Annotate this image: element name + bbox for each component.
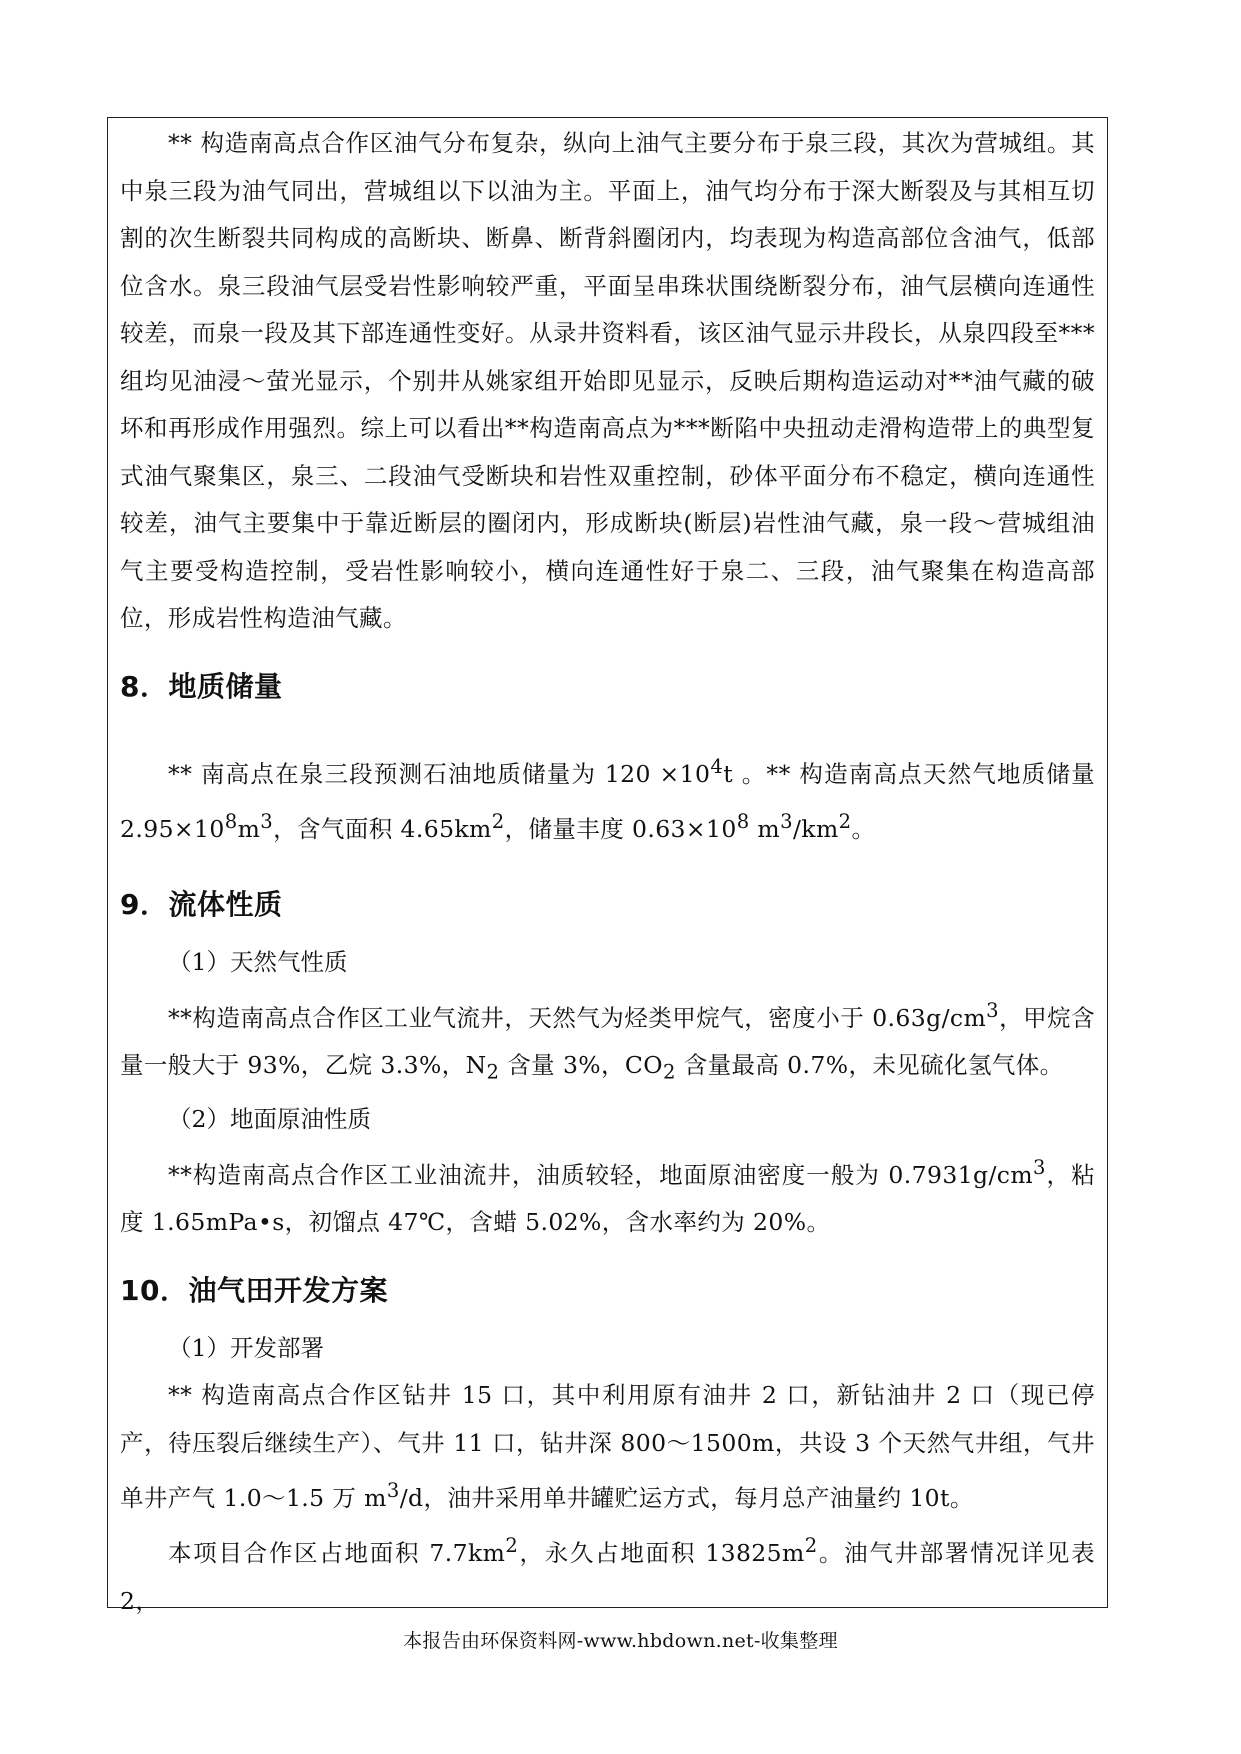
section-9-paragraph-1: **构造南高点合作区工业气流井，天然气为烃类甲烷气，密度小于 $0.63g/cm^3$，甲烷含量一般大于 93%，乙烷 3.3%，$N_2$ 含量 3%，$CO_2$ 含量最高 0.7%，未见硫化氢气体。 <box>120 998 1095 1084</box>
section-9-sub-1: （1）天然气性质 <box>168 948 348 977</box>
section-10-paragraph-2: 本项目合作区占地面积 $7.7km^2$，永久占地面积 $13825m^2$。油气井部署情况详见表 2， <box>120 1534 1095 1615</box>
page-footer: 本报告由环保资料网-www.hbdown.net-收集整理 <box>403 1630 838 1652</box>
section-8-heading: 8．地质储量 <box>120 669 283 703</box>
section-9-sub-2: （2）地面原油性质 <box>168 1105 371 1134</box>
section-9-paragraph-2: **构造南高点合作区工业油流井，油质较轻，地面原油密度一般为 $0.7931g/cm^3$，粘度 1.65mPa•s，初馏点 47℃，含蜡 5.02%，含水率约为 20%。 <box>120 1155 1095 1236</box>
page-frame <box>107 117 1108 1615</box>
intro-paragraph: ** 构造南高点合作区油气分布复杂，纵向上油气主要分布于泉三段，其次为营城组。其中泉三段为油气同出，营城组以下以油为主。平面上，油气均分布于深大断裂及与其相互切割的次生断裂共同构成的高断块、断鼻、断背斜圈闭内，均表现为构造高部位含油气，低部位含水。泉三段油气层受岩性影响较严重，平面呈串珠状围绕断裂分布，油气层横向连通性较差，而泉一段及其下部连通性变好。从录井资料看，该区油气显示井段长，从泉四段至***组均见油浸～萤光显示，个别井从姚家组开始即见显示，反映后期构造运动对**油气藏的破坏和再形成作用强烈。综上可以看出**构造南高点为***断陷中央扭动走滑构造带上的典型复式油气聚集区，泉三、二段油气受断块和岩性双重控制，砂体平面分布不稳定，横向连通性较差，油气主要集中于靠近断层的圈闭内，形成断块(断层)岩性油气藏，泉一段～营城组油气主要受构造控制，受岩性影响较小，横向连通性好于泉二、三段，油气聚集在构造高部位，形成岩性构造油气藏。 <box>120 129 1095 632</box>
page-content <box>120 118 1095 1625</box>
section-10-paragraph-1: ** 构造南高点合作区钻井 15 口，其中利用原有油井 2 口，新钻油井 2 口（现已停产，待压裂后继续生产）、气井 11 口，钻井深 800～1500m，共设 3 个天然气井组，气井单井产气 1.0～1.5 万 $m^3/d$，油井采用单井罐贮运方式，每月总产油量约 10t。 <box>120 1381 1095 1512</box>
section-8-paragraph: ** 南高点在泉三段预测石油地质储量为 $120 \times 10^4t$ 。** 构造南高点天然气地质储量 $2.95\times 10^8m^3$，含气面积 $4.65km^2$，储量丰度 $0.63\times 10^8$ $m^3/km^2$。 <box>120 754 1095 843</box>
section-10-heading: 10．油气田开发方案 <box>120 1273 388 1307</box>
section-10-sub-1: （1）开发部署 <box>168 1333 324 1362</box>
section-9-heading: 9．流体性质 <box>120 888 283 922</box>
